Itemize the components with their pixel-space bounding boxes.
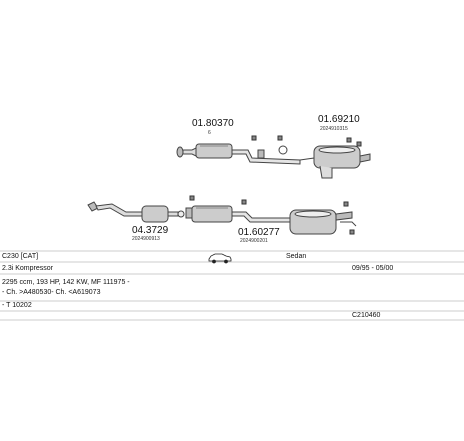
vehicle-model: C230 [CAT] [2,253,39,260]
vehicle-specs: 2295 ccm, 193 HP, 142 KW, MF 111975 - [2,279,130,286]
front-pipe-lower [88,202,178,222]
vehicle-dates: 09/95 - 05/00 [352,265,394,272]
part-number-label: 01.60277 [238,227,280,238]
vehicle-engine: 2.3i Kompressor [2,265,53,272]
rear-silencer-lower [290,210,356,234]
rear-silencer-upper [300,146,370,178]
rubber-mounts-upper [252,136,361,146]
part-number-label: 04.3729 [132,225,169,236]
part-sub-label: 2024900201 [240,238,268,244]
clamp-upper [258,146,287,158]
part-number-label: 01.69210 [318,114,360,125]
part-number-label: 01.80370 [192,118,234,129]
part-sub-label: 2024910315 [320,126,348,132]
vehicle-type-code: - T 10202 [2,302,32,309]
catalog-number: C210460 [352,312,381,319]
vehicle-body: Sedan [286,253,307,260]
catalyst [178,208,192,218]
sedan-car-icon [209,254,231,263]
part-sub-label: 2024900913 [132,236,160,242]
part-sub-label: 6 [208,130,211,136]
vehicle-chassis: - Ch. >A480530- Ch. <A619073 [2,289,101,296]
middle-silencer [192,206,290,222]
